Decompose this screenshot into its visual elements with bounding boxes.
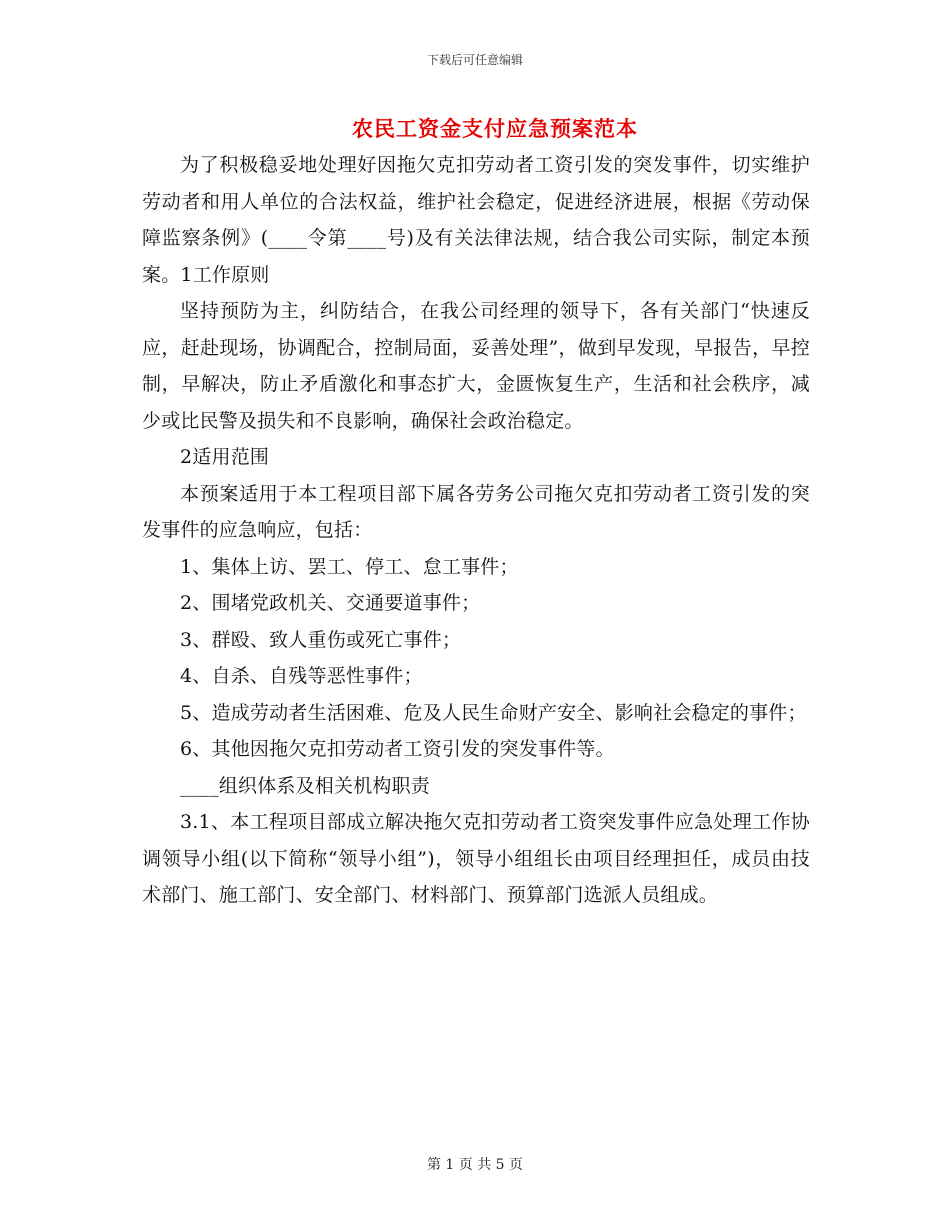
paragraph-scope: 本预案适用于本工程项目部下属各劳务公司拖欠克扣劳动者工资引发的突发事件的应急响应，包括： — [142, 482, 810, 541]
document-body — [142, 147, 810, 914]
list-item-6: 6、其他因拖欠克扣劳动者工资引发的突发事件等。 — [180, 738, 615, 760]
page-header: 下载后可任意编辑 — [426, 53, 523, 67]
list-item-3: 3、群殴、致人重伤或死亡事件； — [180, 628, 462, 651]
section-heading-organization: ____组织体系及相关机构职责 — [180, 774, 431, 797]
paragraph-leadership-group: 3.1、本工程项目部成立解决拖欠克扣劳动者工资突发事件应急处理工作协调领导小组(以下简称“领导小组”)，领导小组组长由项目经理担任，成员由技术部门、施工部门、安全部门、材料部门、预算部门选派人员组成。 — [142, 811, 810, 906]
paragraph-principles: 坚持预防为主，纠防结合，在我公司经理的领导下，各有关部门“快速反应，赶赴现场，协调配合，控制局面，妥善处理”，做到早发现，早报告，早控制，早解决，防止矛盾激化和事态扩大，金匮恢复生产，生活和社会秩序，减少或比民警及损失和不良影响，确保社会政治稳定。 — [142, 300, 810, 432]
list-item-1: 1、集体上访、罢工、停工、怠工事件； — [180, 555, 519, 578]
list-item-4: 4、自杀、自残等恶性事件； — [180, 665, 423, 687]
section-heading-scope: 2适用范围 — [180, 446, 270, 468]
document-title: 农民工资金支付应急预案范本 — [352, 116, 638, 141]
paragraph-intro: 为了积极稳妥地处理好因拖欠克扣劳动者工资引发的突发事件，切实维护劳动者和用人单位的合法权益，维护社会稳定，促进经济进展，根据《劳动保障监察条例》(____令第____号)及有关法律法规，结合我公司实际，制定本预案。1工作原则 — [142, 154, 810, 286]
list-item-5: 5、造成劳动者生活困难、危及人民生命财产安全、影响社会稳定的事件； — [180, 701, 807, 724]
page-footer: 第 1 页 共 5 页 — [426, 1157, 524, 1173]
list-item-2: 2、围堵党政机关、交通要道事件； — [180, 592, 481, 614]
